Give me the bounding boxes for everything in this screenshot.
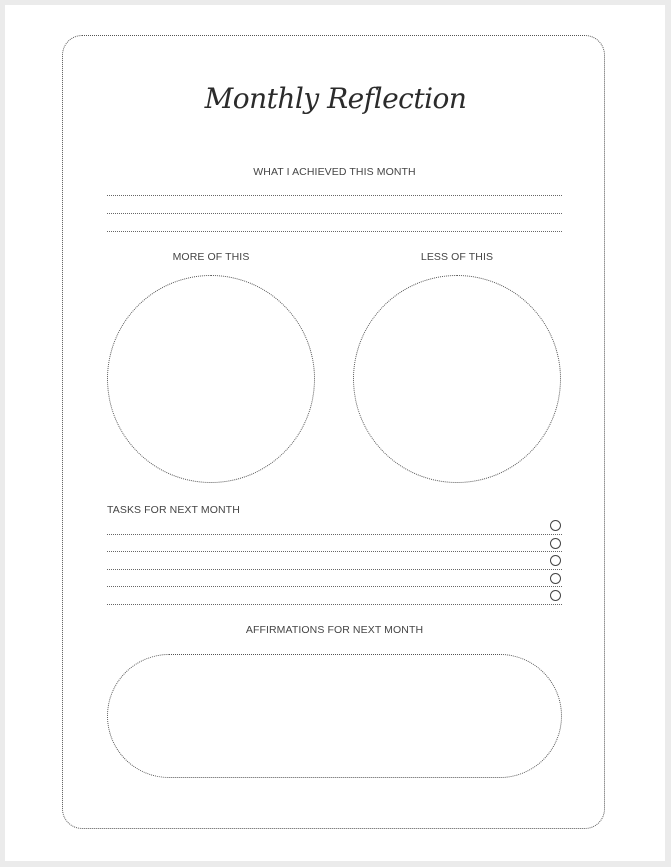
achieved-heading: WHAT I ACHIEVED THIS MONTH bbox=[253, 166, 416, 178]
task-checkbox-2[interactable] bbox=[550, 538, 561, 549]
less-of-this-heading: LESS OF THIS bbox=[420, 251, 494, 263]
task-checkbox-3[interactable] bbox=[550, 555, 561, 566]
task-line-5[interactable] bbox=[107, 604, 562, 605]
affirmations-heading: AFFIRMATIONS FOR NEXT MONTH bbox=[245, 624, 424, 636]
affirmations-box[interactable] bbox=[107, 654, 562, 778]
achieved-line-2[interactable] bbox=[107, 213, 562, 214]
achieved-line-1[interactable] bbox=[107, 195, 562, 196]
task-checkbox-1[interactable] bbox=[550, 520, 561, 531]
more-of-this-heading: MORE OF THIS bbox=[172, 251, 250, 263]
task-line-2[interactable] bbox=[107, 551, 562, 552]
tasks-heading: TASKS FOR NEXT MONTH bbox=[107, 504, 240, 516]
task-checkbox-5[interactable] bbox=[550, 590, 561, 601]
task-checkbox-4[interactable] bbox=[550, 573, 561, 584]
less-of-this-circle[interactable] bbox=[353, 275, 561, 483]
task-line-3[interactable] bbox=[107, 569, 562, 570]
task-line-4[interactable] bbox=[107, 586, 562, 587]
more-of-this-circle[interactable] bbox=[107, 275, 315, 483]
task-line-1[interactable] bbox=[107, 534, 562, 535]
page-title: Monthly Reflection bbox=[204, 82, 467, 115]
achieved-line-3[interactable] bbox=[107, 231, 562, 232]
